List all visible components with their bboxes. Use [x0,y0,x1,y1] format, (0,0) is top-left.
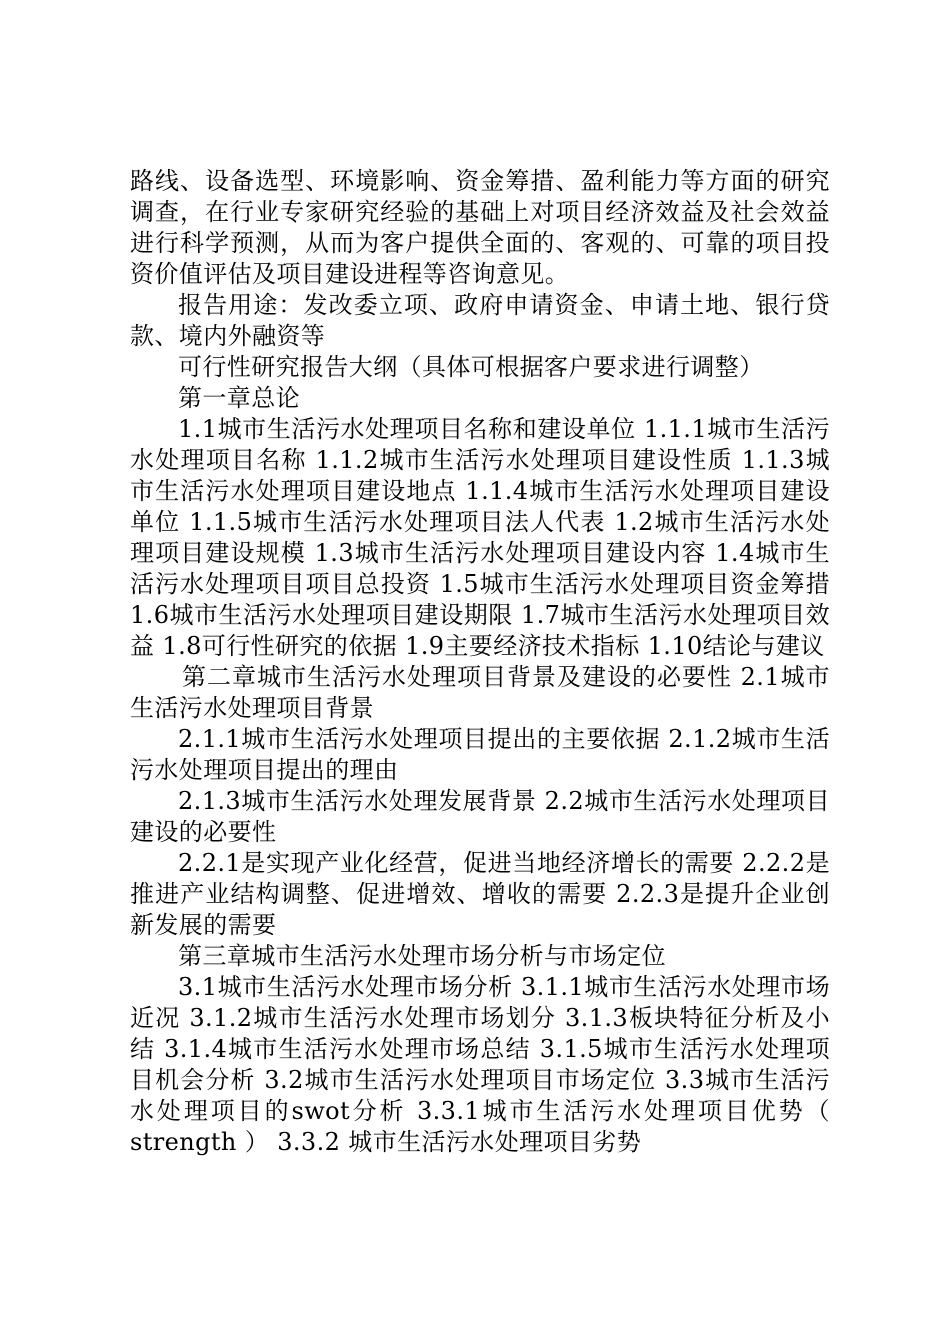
paragraph-outline-title: 可行性研究报告大纲（具体可根据客户要求进行调整） [178,353,764,381]
chapter-2-sections-c: 2.2.1是实现产业化经营，促进当地经济增长的需要 2.2.2是推进产业结构调整、促进增效、增收的需要 2.2.3是提升企业创新发展的需要 [130,849,830,939]
paragraph-report-usage: 报告用途：发改委立项、政府申请资金、申请土地、银行贷款、境内外融资等 [130,291,830,350]
chapter-2-heading: 第二章城市生活污水处理项目背景及建设的必要性 2.1城市生活污水处理项目背景 [130,663,830,722]
document-page [130,166,830,1158]
chapter-1-sections: 1.1城市生活污水处理项目名称和建设单位 1.1.1城市生活污水处理项目名称 1.1.2城市生活污水处理项目建设性质 1.1.3城市生活污水处理项目建设地点 1.1.4城市生活污水处理项目建设单位 1.1.5城市生活污水处理项目法人代表 1.2城市生活污水处理项目建设规模 1.3城市生活污水处理项目建设内容 1.4城市生活污水处理项目项目总投资 1.5城市生活污水处理项目资金筹措 1.6城市生活污水处理项目建设期限 1.7城市生活污水处理项目效益 1.8可行性研究的依据 1.9主要经济技术指标 1.10结论与建议 [130,415,830,660]
chapter-2-sections-a: 2.1.1城市生活污水处理项目提出的主要依据 2.1.2城市生活污水处理项目提出的理由 [130,725,830,784]
chapter-1-heading: 第一章总论 [178,384,300,412]
chapter-3-sections: 3.1城市生活污水处理市场分析 3.1.1城市生活污水处理市场近况 3.1.2城市生活污水处理市场划分 3.1.3板块特征分析及小结 3.1.4城市生活污水处理市场总结 3.1.5城市生活污水处理项目机会分析 3.2城市生活污水处理项目市场定位 3.3城市生活污水处理项目的swot分析 3.3.1城市生活污水处理项目优势（ strength ） 3.3.2 城市生活污水处理项目劣势 [130,973,830,1156]
chapter-3-heading: 第三章城市生活污水处理市场分析与市场定位 [178,942,666,970]
paragraph-intro-continuation: 路线、设备选型、环境影响、资金筹措、盈利能力等方面的研究调查，在行业专家研究经验的基础上对项目经济效益及社会效益进行科学预测，从而为客户提供全面的、客观的、可靠的项目投资价值评估及项目建设进程等咨询意见。 [130,167,830,288]
chapter-2-sections-b: 2.1.3城市生活污水处理发展背景 2.2城市生活污水处理项目建设的必要性 [130,787,830,846]
